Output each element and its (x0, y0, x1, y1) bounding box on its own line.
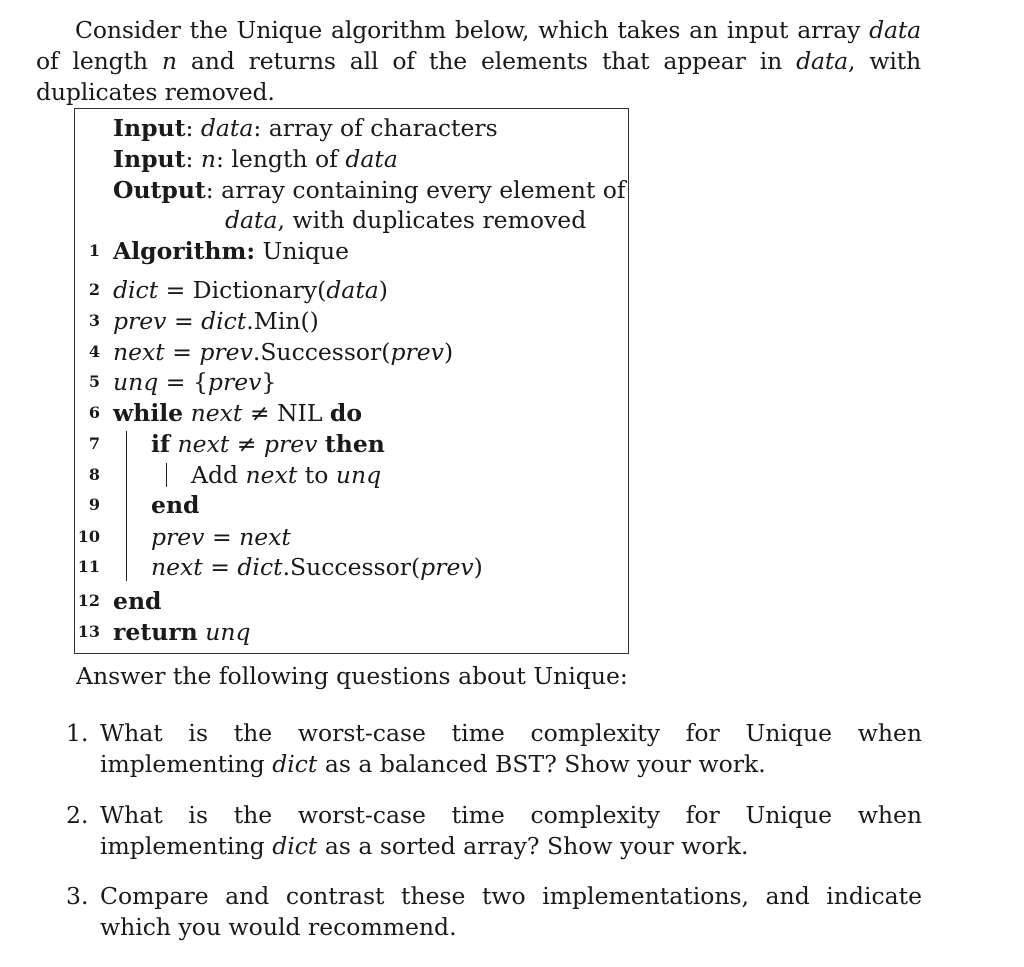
keyword-do: do (329, 399, 363, 427)
line-number: 4 (88, 342, 100, 361)
code-text: Add (191, 461, 246, 489)
intro-var-n: n (161, 47, 177, 75)
algorithm-name: Unique (255, 237, 350, 265)
var-unq: unq (205, 618, 251, 646)
line-number: 1 (88, 241, 100, 260)
output-desc-2: , with duplicates removed (277, 206, 587, 234)
line-number: 3 (88, 311, 100, 330)
var-prev: prev (151, 523, 205, 551)
var-prev: prev (199, 338, 253, 366)
var-prev: prev (113, 307, 167, 335)
questions-intro: Answer the following questions about Unique: (76, 662, 628, 690)
var-next: next (245, 461, 298, 489)
algorithm-box: Input: data: array of characters Input: n: length of data Output: array containing every element of data, with duplicates removed 1 Algorithm: Unique 2 dict = Dictionary(data) 3 prev = dict.Min() 4 next = prev.Successor(prev) 5 unq = {prev} 6 while next ≠ NIL do 7 if next ≠ prev then 8 Add next to unq 9 end 10 prev = next 11 next = dict.Successor(prev) 12 end 13 return unq (74, 108, 629, 654)
var-dict: dict (201, 307, 247, 335)
code-text: = (202, 553, 238, 581)
code-text: to (297, 461, 336, 489)
question-number: 1. (66, 719, 89, 747)
input-label: Input (113, 114, 186, 142)
var-prev: prev (390, 338, 444, 366)
code-text: ≠ (229, 430, 264, 458)
output-var-data: data (225, 206, 278, 234)
code-text: ) (473, 553, 483, 581)
line-number: 9 (88, 495, 100, 514)
if-block-bar (166, 463, 167, 487)
input-desc-2: : length of (215, 145, 346, 173)
code-text: ≠ NIL (242, 399, 330, 427)
line-number: 6 (88, 403, 100, 422)
question-text: as a balanced BST? Show your work. (317, 750, 766, 778)
intro-text-2: of length (36, 47, 162, 75)
line-number: 12 (77, 591, 100, 610)
code-text: ) (443, 338, 454, 366)
var-next: next (177, 430, 230, 458)
input-label-2: Input (113, 145, 186, 173)
intro-text-1: Consider the Unique algorithm below, which takes an input array (75, 16, 870, 44)
var-unq: unq (113, 368, 159, 396)
code-text: .Successor( (282, 553, 421, 581)
line-number: 13 (77, 622, 100, 641)
code-text: } (261, 368, 277, 396)
code-text: = Dictionary( (158, 276, 327, 304)
intro-text-3: and returns all of the elements that appear in (176, 47, 797, 75)
intro-var-data-2: data (796, 47, 849, 75)
var-next: next (190, 399, 243, 427)
keyword-end: end (151, 491, 200, 519)
while-block-bar (126, 431, 127, 581)
var-next: next (113, 338, 165, 366)
line-number: 8 (88, 465, 100, 484)
input-var-n: n (200, 145, 216, 173)
question-text: as a sorted array? Show your work. (317, 832, 749, 860)
var-dict: dict (113, 276, 159, 304)
keyword-while: while (113, 399, 184, 427)
var-next: next (239, 523, 291, 551)
line-number: 5 (88, 372, 100, 391)
line-number: 11 (77, 557, 100, 576)
code-text: = (204, 523, 240, 551)
keyword-algorithm: Algorithm: (113, 237, 256, 265)
output-label: Output (113, 176, 206, 204)
var-prev: prev (207, 368, 262, 396)
intro-text-4: , with duplicates removed. (36, 47, 921, 106)
line-number: 2 (88, 280, 100, 299)
code-text: = { (158, 368, 208, 396)
var-prev: prev (263, 430, 318, 458)
code-text: .Successor( (252, 338, 391, 366)
intro-paragraph (36, 15, 921, 108)
output-desc: : array containing every element of (205, 176, 626, 204)
intro-var-data: data (869, 16, 921, 44)
var-dict: dict (237, 553, 283, 581)
var-dict: dict (272, 832, 318, 860)
question-number: 2. (66, 801, 89, 829)
input-desc: : array of characters (253, 114, 498, 142)
keyword-then: then (324, 430, 385, 458)
code-text: = (166, 307, 202, 335)
keyword-return: return (113, 618, 198, 646)
question-text: Compare and contrast these two implementations, and indicate which you would recommend. (100, 882, 922, 941)
code-text: = (164, 338, 200, 366)
var-dict: dict (272, 750, 318, 778)
input-var-data-2: data (345, 145, 398, 173)
var-unq: unq (335, 461, 382, 489)
var-data: data (326, 276, 379, 304)
question-number: 3. (66, 882, 89, 910)
line-number: 10 (77, 527, 100, 546)
var-next: next (151, 553, 203, 581)
input-var-data: data (200, 114, 254, 142)
code-text: .Min() (246, 307, 319, 335)
line-number: 7 (88, 434, 100, 453)
question-text: What is the worst-case time complexity for Unique when implementing (100, 719, 922, 778)
var-prev: prev (420, 553, 474, 581)
keyword-if: if (151, 430, 171, 458)
keyword-end: end (113, 587, 162, 615)
code-text: ) (378, 276, 388, 304)
question-text: What is the worst-case time complexity for Unique when implementing (100, 801, 922, 860)
